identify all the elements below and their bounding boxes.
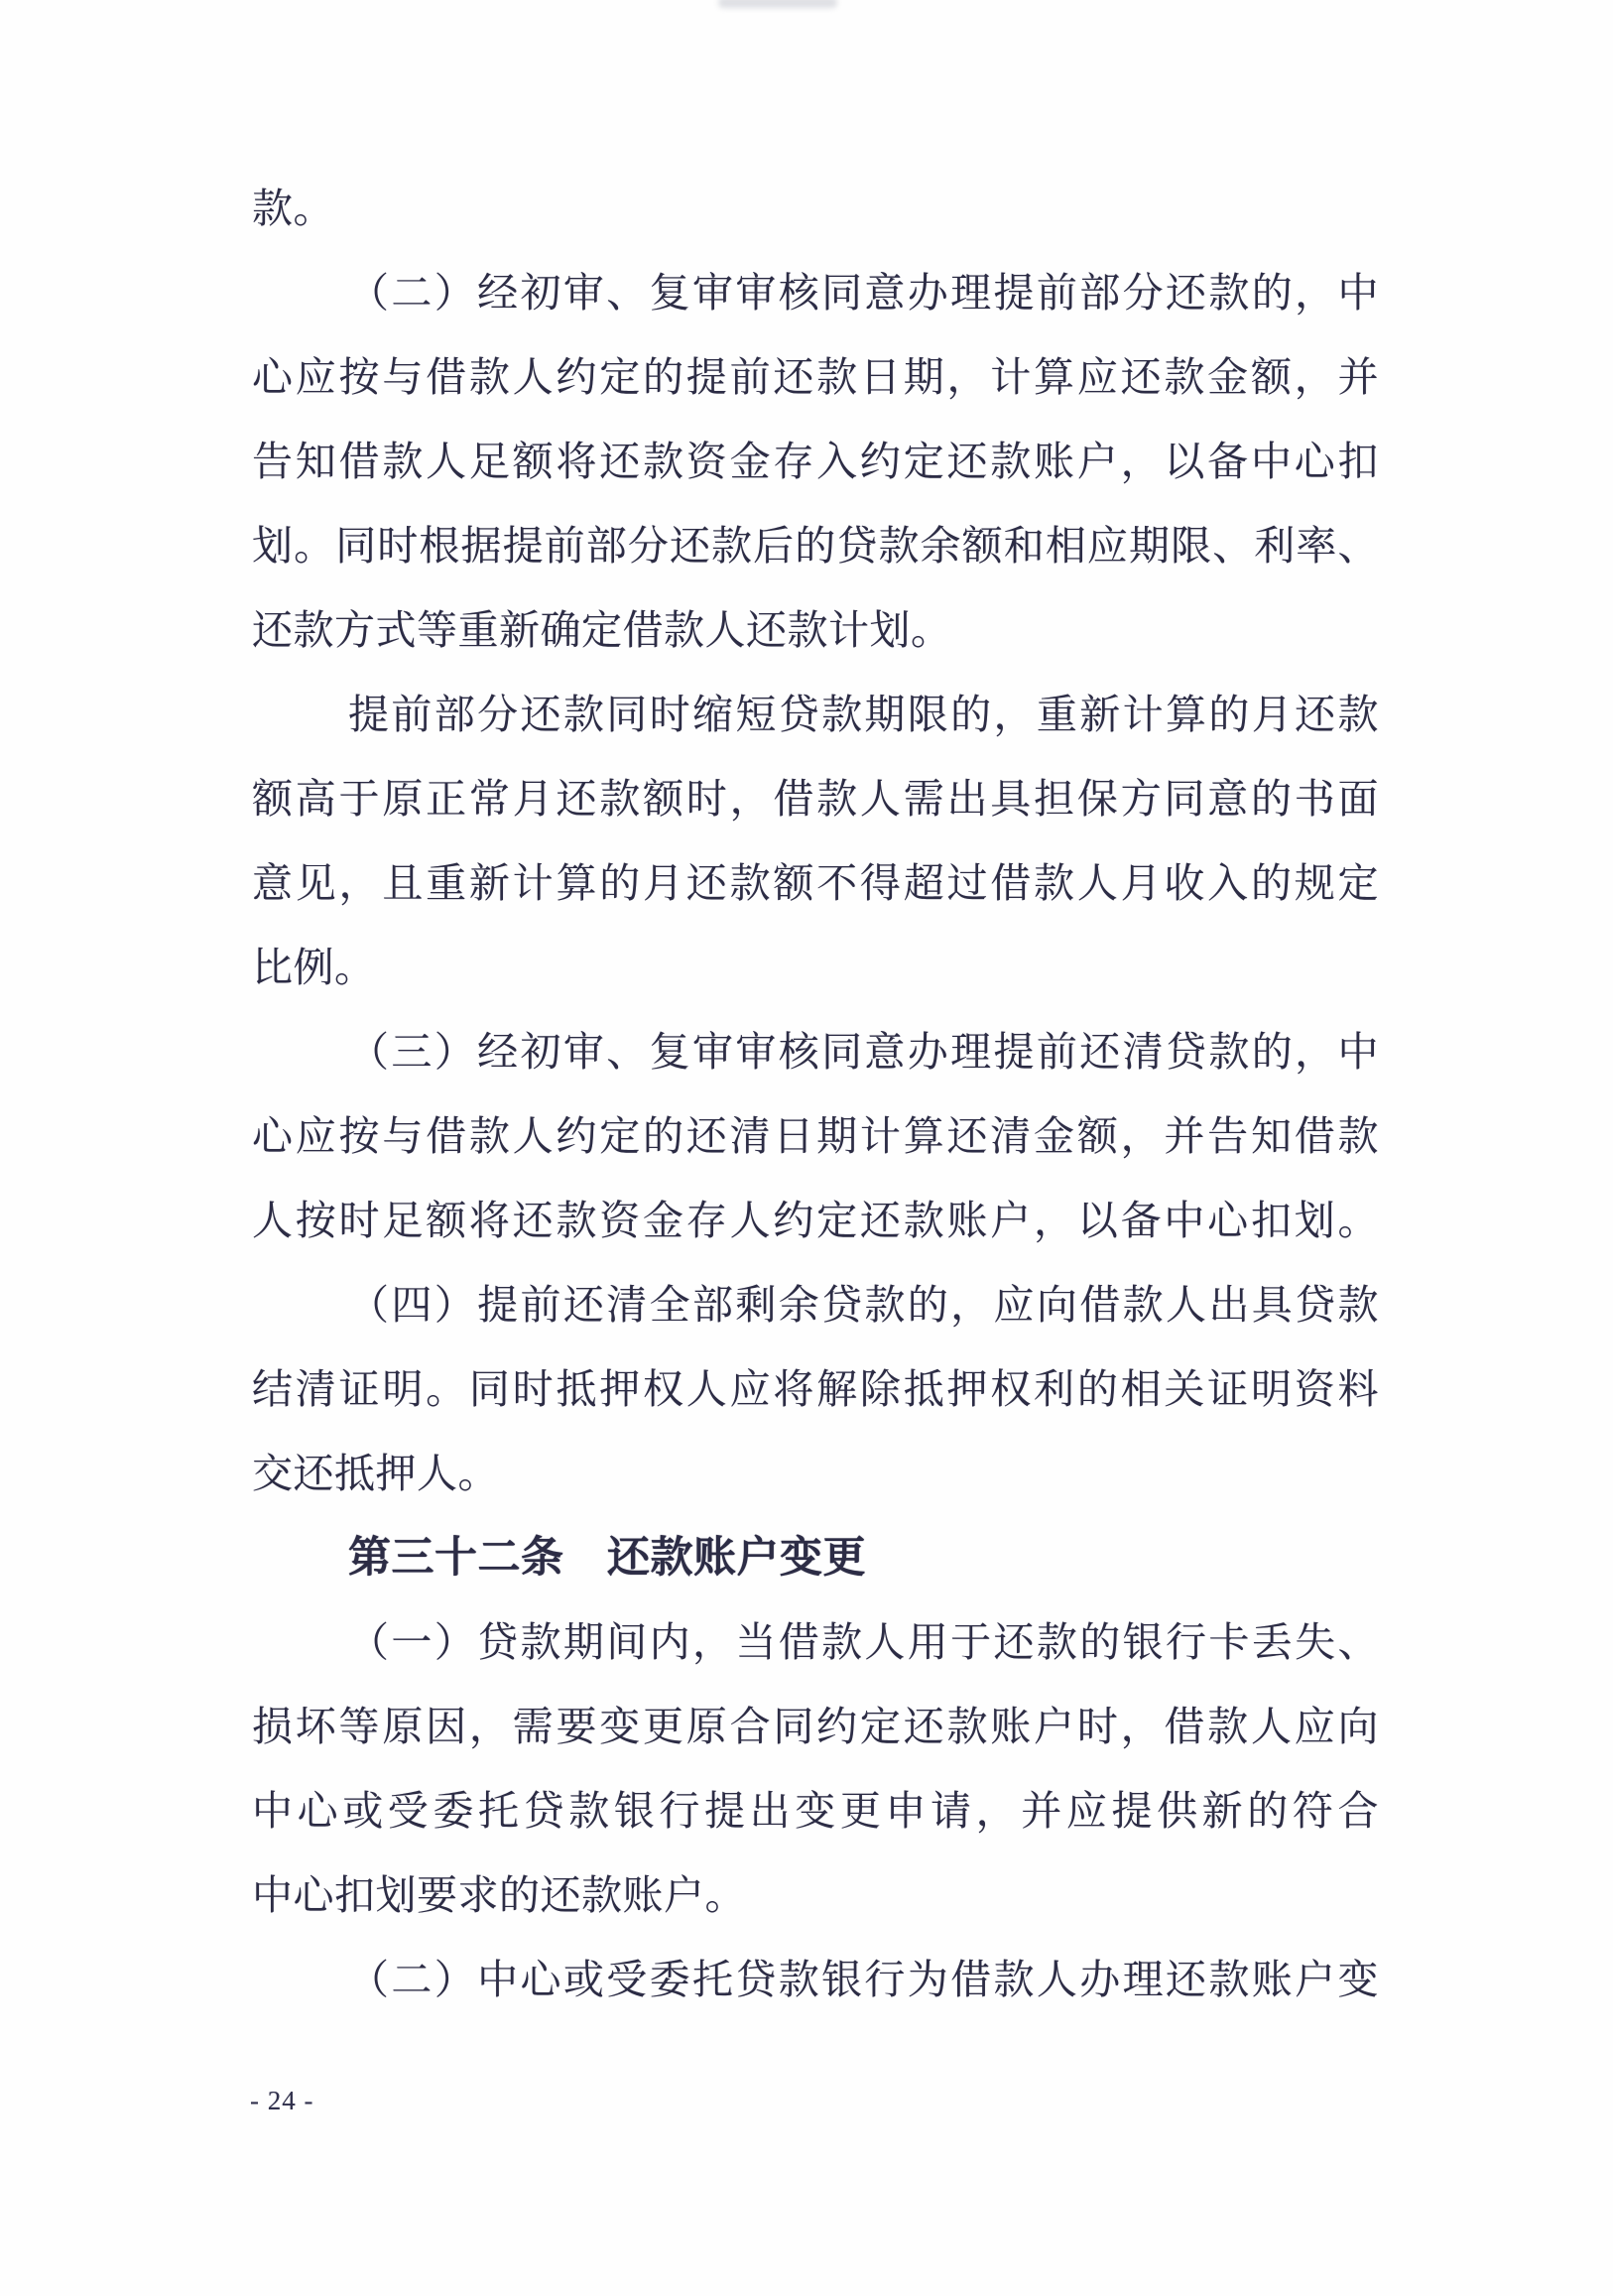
document-text-block xyxy=(252,167,1379,2022)
text-line: 意见，且重新计算的月还款额不得超过借款人月收入的规定 xyxy=(252,860,1379,906)
text-line: 中心扣划要求的还款账户。 xyxy=(252,1872,746,1918)
text-line: 提前部分还款同时缩短贷款期限的，重新计算的月还款 xyxy=(348,692,1379,737)
text-line: 还款方式等重新确定借款人还款计划。 xyxy=(252,607,952,653)
text-line: （四）提前还清全部剩余贷款的，应向借款人出具贷款 xyxy=(348,1282,1379,1328)
text-line: （一）贷款期间内，当借款人用于还款的银行卡丢失、 xyxy=(348,1619,1379,1665)
text-line: 人按时足额将还款资金存人约定还款账户，以备中心扣划。 xyxy=(252,1198,1379,1243)
text-line: 中心或受委托贷款银行提出变更申请，并应提供新的符合 xyxy=(252,1788,1379,1834)
text-line: 心应按与借款人约定的还清日期计算还清金额，并告知借款 xyxy=(252,1113,1379,1159)
text-line: 款。 xyxy=(252,186,334,231)
text-line: 告知借款人足额将还款资金存入约定还款账户，以备中心扣 xyxy=(252,439,1379,484)
text-line: 心应按与借款人约定的提前还款日期，计算应还款金额，并 xyxy=(252,354,1379,400)
text-line: （三）经初审、复审审核同意办理提前还清贷款的，中 xyxy=(348,1029,1379,1075)
scan-smudge-artifact xyxy=(718,0,837,8)
text-line: 结清证明。同时抵押权人应将解除抵押权利的相关证明资料 xyxy=(252,1366,1379,1412)
text-line: 交还抵押人。 xyxy=(252,1451,499,1496)
text-line: 额高于原正常月还款额时，借款人需出具担保方同意的书面 xyxy=(252,776,1379,822)
text-line: （二）经初审、复审审核同意办理提前部分还款的，中 xyxy=(348,270,1379,316)
section-heading: 第三十二条 还款账户变更 xyxy=(348,1535,866,1582)
text-line: 比例。 xyxy=(252,945,376,990)
text-line: 损坏等原因，需要变更原合同约定还款账户时，借款人应向 xyxy=(252,1704,1379,1749)
page-number: - 24 - xyxy=(250,2086,314,2115)
text-line: 划。同时根据提前部分还款后的贷款余额和相应期限、利率、 xyxy=(252,523,1379,569)
text-line: （二）中心或受委托贷款银行为借款人办理还款账户变 xyxy=(348,1957,1379,2002)
